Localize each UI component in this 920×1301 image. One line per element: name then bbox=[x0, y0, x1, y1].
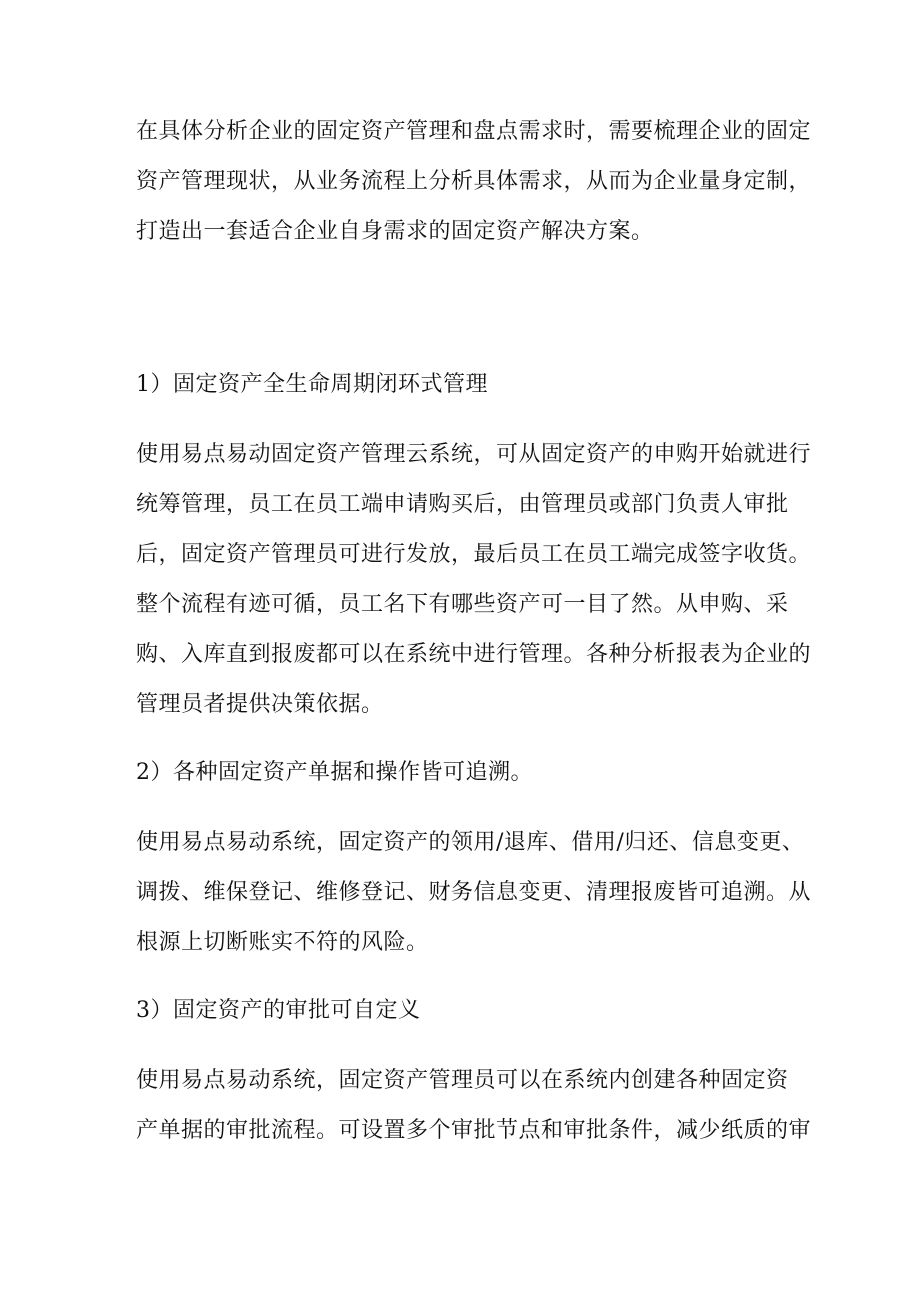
body-line: 使用易点易动系统，固定资产管理员可以在系统内创建各种固定资 bbox=[136, 1068, 789, 1093]
section1-heading: 1）固定资产全生命周期闭环式管理 bbox=[136, 372, 488, 397]
intro-line: 打造出一套适合企业自身需求的固定资产解决方案。 bbox=[136, 219, 654, 244]
section3-body bbox=[136, 1056, 812, 1156]
section1-body bbox=[136, 430, 812, 730]
section2-heading: 2）各种固定资产单据和操作皆可追溯。 bbox=[136, 760, 533, 785]
body-line: 使用易点易动系统，固定资产的领用/退库、借用/归还、信息变更、 bbox=[136, 830, 805, 855]
body-line: 调拨、维保登记、维修登记、财务信息变更、清理报废皆可追溯。从 bbox=[136, 880, 812, 905]
body-line: 购、入库直到报废都可以在系统中进行管理。各种分析报表为企业的 bbox=[136, 642, 812, 667]
body-line: 整个流程有迹可循，员工名下有哪些资产可一目了然。从申购、采 bbox=[136, 592, 789, 617]
intro-line: 在具体分析企业的固定资产管理和盘点需求时，需要梳理企业的固定 bbox=[136, 119, 812, 144]
body-line: 产单据的审批流程。可设置多个审批节点和审批条件，减少纸质的审 bbox=[136, 1118, 812, 1143]
body-line: 根源上切断账实不符的风险。 bbox=[136, 930, 429, 955]
body-line: 管理员者提供决策依据。 bbox=[136, 692, 384, 717]
section3-heading: 3）固定资产的审批可自定义 bbox=[136, 998, 421, 1023]
body-line: 后，固定资产管理员可进行发放，最后员工在员工端完成签字收货。 bbox=[136, 542, 812, 567]
body-line: 使用易点易动固定资产管理云系统，可从固定资产的申购开始就进行 bbox=[136, 442, 812, 467]
intro-line: 资产管理现状，从业务流程上分析具体需求，从而为企业量身定制， bbox=[136, 169, 812, 194]
section2-body bbox=[136, 818, 812, 968]
body-line: 统筹管理，员工在员工端申请购买后，由管理员或部门负责人审批 bbox=[136, 492, 789, 517]
intro-paragraph bbox=[136, 107, 812, 257]
